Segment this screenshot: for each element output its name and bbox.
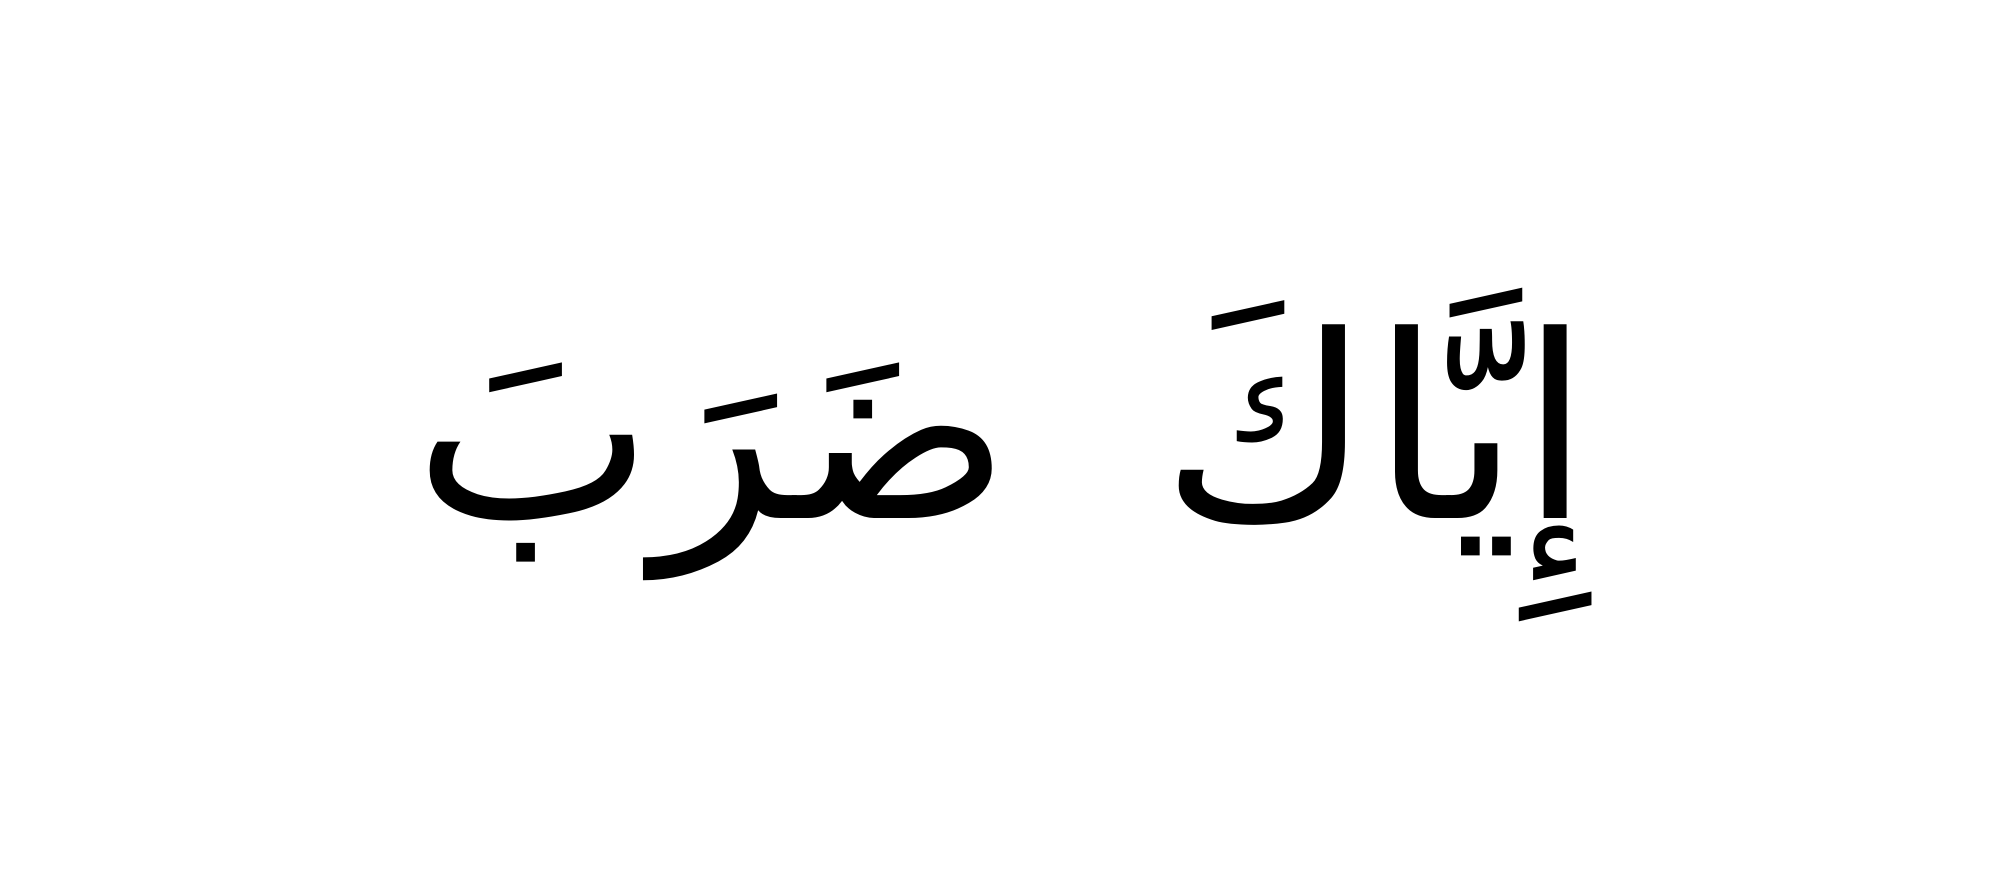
arabic-phrase — [0, 170, 2004, 690]
arabic-word-iyyaka: إِيَّاكَ — [1160, 281, 1591, 579]
arabic-word-daraba: ضَرَبَ — [413, 281, 1011, 579]
